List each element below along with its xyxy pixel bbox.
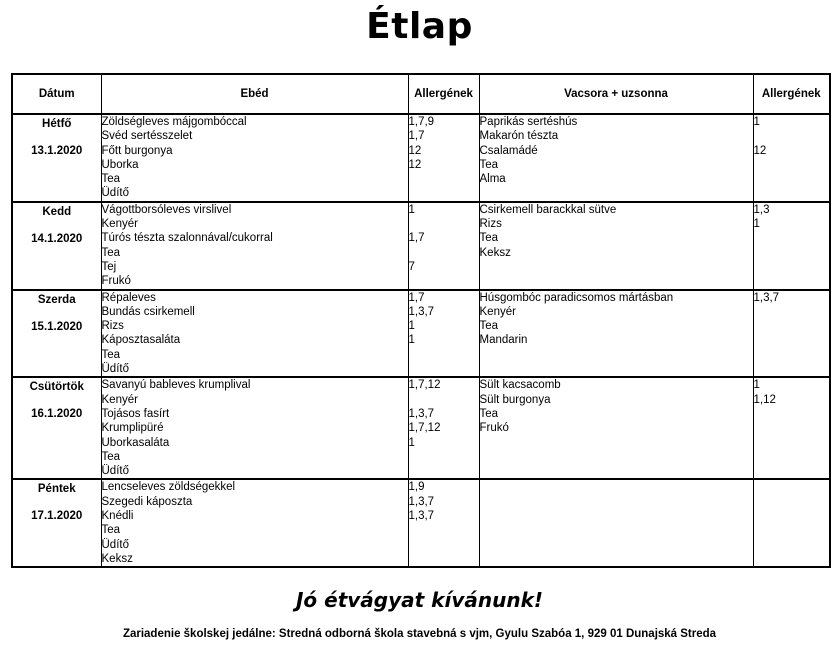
dinner-allergens-cell bbox=[753, 377, 830, 479]
allergen-value: 1,3,7 bbox=[753, 291, 780, 304]
allergen-value: 7 bbox=[408, 260, 415, 273]
lunch-item: Rizs bbox=[101, 320, 124, 333]
lunch-item: Káposztasaláta bbox=[101, 334, 181, 347]
allergen-value: 1,3,7 bbox=[408, 510, 435, 523]
day-row-wednesday bbox=[12, 290, 830, 378]
dinner-allergens-cell bbox=[753, 479, 830, 567]
date-cell bbox=[12, 479, 101, 567]
dinner-item: Frukó bbox=[479, 422, 509, 435]
date-cell bbox=[12, 114, 101, 202]
dinner-item: Sült burgonya bbox=[479, 393, 551, 406]
allergen-value bbox=[409, 217, 479, 231]
lunch-item: Túrós tészta szalonnával/cukorral bbox=[101, 232, 273, 245]
lunch-item: Üdítő bbox=[101, 465, 129, 478]
dinner-item: Keksz bbox=[479, 246, 511, 259]
day-name: Szerda bbox=[37, 293, 76, 306]
lunch-item: Főtt burgonya bbox=[101, 144, 173, 157]
allergen-value bbox=[409, 538, 479, 552]
lunch-item: Tea bbox=[101, 348, 121, 361]
lunch-item: Krumplipüré bbox=[101, 422, 164, 435]
lunch-item: Savanyú bableves krumplival bbox=[101, 379, 251, 392]
date-cell bbox=[12, 202, 101, 290]
menu-table bbox=[11, 73, 831, 568]
allergen-value: 12 bbox=[753, 144, 767, 157]
day-row-friday bbox=[12, 479, 830, 567]
lunch-cell bbox=[101, 479, 408, 567]
lunch-item: Üdítő bbox=[101, 538, 129, 551]
lunch-allergens-cell bbox=[408, 290, 479, 378]
header-lunch-allergens: Allergének bbox=[408, 74, 479, 114]
allergen-value bbox=[409, 348, 479, 362]
allergen-value: 1,7 bbox=[408, 291, 425, 304]
allergen-value bbox=[409, 450, 479, 464]
dinner-allergens-cell bbox=[753, 114, 830, 202]
allergen-value: 1 bbox=[408, 203, 415, 216]
allergen-value: 1,9 bbox=[408, 481, 425, 494]
lunch-item: Tea bbox=[101, 246, 121, 259]
header-lunch: Ebéd bbox=[101, 74, 408, 114]
allergen-value: 12 bbox=[408, 158, 422, 171]
lunch-allergens-cell bbox=[408, 202, 479, 290]
allergen-value: 1,3,7 bbox=[408, 407, 435, 420]
greeting-text: Jó étvágyat kívánunk! bbox=[295, 588, 543, 612]
lunch-cell bbox=[101, 290, 408, 378]
dinner-item: Tea bbox=[479, 158, 499, 171]
header-row bbox=[12, 74, 830, 114]
allergen-value: 1,12 bbox=[753, 393, 776, 406]
dinner-item: Tea bbox=[479, 407, 499, 420]
allergen-value bbox=[754, 129, 830, 143]
day-row-tuesday bbox=[12, 202, 830, 290]
allergen-value: 1,3,7 bbox=[408, 305, 435, 318]
allergen-value bbox=[754, 231, 830, 245]
lunch-allergens-cell bbox=[408, 479, 479, 567]
lunch-item: Keksz bbox=[101, 552, 133, 565]
dinner-cell bbox=[479, 114, 753, 202]
allergen-value: 1,3 bbox=[753, 203, 770, 216]
allergen-value bbox=[754, 319, 830, 333]
allergen-value bbox=[409, 172, 479, 186]
allergen-value bbox=[754, 158, 830, 172]
allergen-value: 1 bbox=[408, 436, 415, 449]
day-name: Kedd bbox=[42, 205, 72, 218]
page-title: Étlap bbox=[366, 6, 473, 47]
dinner-allergens-cell bbox=[753, 202, 830, 290]
allergen-value: 1,7,12 bbox=[408, 422, 441, 435]
date-cell bbox=[12, 290, 101, 378]
allergen-value: 1 bbox=[753, 379, 760, 392]
allergen-value: 1 bbox=[753, 116, 760, 128]
lunch-item: Knédli bbox=[101, 510, 134, 523]
day-date: 14.1.2020 bbox=[31, 232, 83, 245]
dinner-item: Sült kacsacomb bbox=[479, 379, 561, 392]
lunch-allergens-cell bbox=[408, 114, 479, 202]
day-name: Hétfő bbox=[42, 118, 72, 130]
day-row-monday bbox=[12, 114, 830, 202]
lunch-item: Szegedi káposzta bbox=[101, 495, 193, 508]
dinner-item: Makarón tészta bbox=[479, 130, 559, 143]
dinner-item: Húsgombóc paradicsomos mártásban bbox=[479, 291, 674, 304]
dinner-item: Csalamádé bbox=[479, 144, 538, 157]
lunch-item: Frukó bbox=[101, 275, 131, 288]
lunch-item: Uborkasaláta bbox=[101, 436, 170, 449]
day-name: Csütörtök bbox=[29, 381, 84, 394]
allergen-value: 1,3,7 bbox=[408, 495, 435, 508]
lunch-item: Lencseleves zöldségekkel bbox=[101, 481, 236, 494]
dinner-item: Alma bbox=[479, 173, 506, 186]
allergen-value bbox=[754, 421, 830, 435]
date-cell bbox=[12, 377, 101, 479]
lunch-item: Tej bbox=[101, 260, 117, 273]
day-name: Péntek bbox=[37, 483, 76, 496]
lunch-item: Bundás csirkemell bbox=[101, 305, 195, 318]
day-date: 15.1.2020 bbox=[31, 320, 83, 333]
lunch-item: Uborka bbox=[101, 158, 139, 171]
lunch-item: Vágottborsóleves virslivel bbox=[101, 203, 232, 216]
allergen-value bbox=[409, 552, 479, 566]
dinner-cell bbox=[479, 479, 753, 567]
lunch-item: Svéd sertésszelet bbox=[101, 130, 193, 143]
lunch-item: Répaleves bbox=[101, 291, 156, 304]
allergen-value: 12 bbox=[408, 144, 422, 157]
allergen-value bbox=[754, 333, 830, 347]
lunch-cell bbox=[101, 114, 408, 202]
dinner-item: Csirkemell barackkal sütve bbox=[479, 203, 617, 216]
lunch-item: Üdítő bbox=[101, 363, 129, 376]
dinner-item: Rizs bbox=[479, 218, 502, 231]
dinner-cell bbox=[479, 290, 753, 378]
header-dinner-allergens: Allergének bbox=[753, 74, 830, 114]
dinner-cell bbox=[479, 377, 753, 479]
dinner-item: Tea bbox=[479, 320, 499, 333]
allergen-value bbox=[754, 407, 830, 421]
allergen-value bbox=[409, 274, 479, 288]
dinner-item: Kenyér bbox=[479, 305, 516, 318]
dinner-item: Tea bbox=[479, 232, 499, 245]
allergen-value: 1 bbox=[408, 334, 415, 347]
dinner-item: Paprikás sertéshús bbox=[479, 116, 578, 128]
dinner-item: Mandarin bbox=[479, 334, 528, 347]
allergen-value: 1,7,9 bbox=[408, 116, 435, 128]
lunch-item: Zöldségleves májgombóccal bbox=[101, 116, 247, 128]
lunch-cell bbox=[101, 377, 408, 479]
lunch-item: Tea bbox=[101, 450, 121, 463]
dinner-allergens-cell bbox=[753, 290, 830, 378]
lunch-cell bbox=[101, 202, 408, 290]
allergen-value: 1 bbox=[753, 218, 760, 231]
allergen-value: 1,7,12 bbox=[408, 379, 441, 392]
lunch-allergens-cell bbox=[408, 377, 479, 479]
allergen-value: 1 bbox=[408, 320, 415, 333]
lunch-item: Tea bbox=[101, 524, 121, 537]
header-dinner: Vacsora + uzsonna bbox=[479, 74, 753, 114]
allergen-value bbox=[754, 246, 830, 260]
facility-info: Zariadenie školskej jedálne: Stredná odborná škola stavebná s vjm, Gyulu Szabóa 1, 929 01 Dunajská Streda bbox=[122, 628, 717, 640]
day-date: 16.1.2020 bbox=[31, 408, 83, 421]
allergen-value bbox=[409, 464, 479, 478]
lunch-item: Üdítő bbox=[101, 187, 129, 200]
lunch-item: Kenyér bbox=[101, 393, 138, 406]
allergen-value bbox=[754, 305, 830, 319]
day-date: 13.1.2020 bbox=[31, 145, 83, 157]
allergen-value bbox=[409, 186, 479, 200]
dinner-cell bbox=[479, 202, 753, 290]
allergen-value bbox=[409, 523, 479, 537]
allergen-value bbox=[409, 362, 479, 376]
allergen-value: 1,7 bbox=[408, 130, 425, 143]
allergen-value bbox=[754, 172, 830, 186]
lunch-item: Kenyér bbox=[101, 218, 138, 231]
header-date: Dátum bbox=[12, 74, 101, 114]
day-date: 17.1.2020 bbox=[31, 510, 83, 523]
allergen-value: 1,7 bbox=[408, 232, 425, 245]
allergen-value bbox=[409, 246, 479, 260]
lunch-item: Tojásos fasírt bbox=[101, 407, 170, 420]
day-row-thursday bbox=[12, 377, 830, 479]
allergen-value bbox=[409, 393, 479, 407]
lunch-item: Tea bbox=[101, 173, 121, 186]
